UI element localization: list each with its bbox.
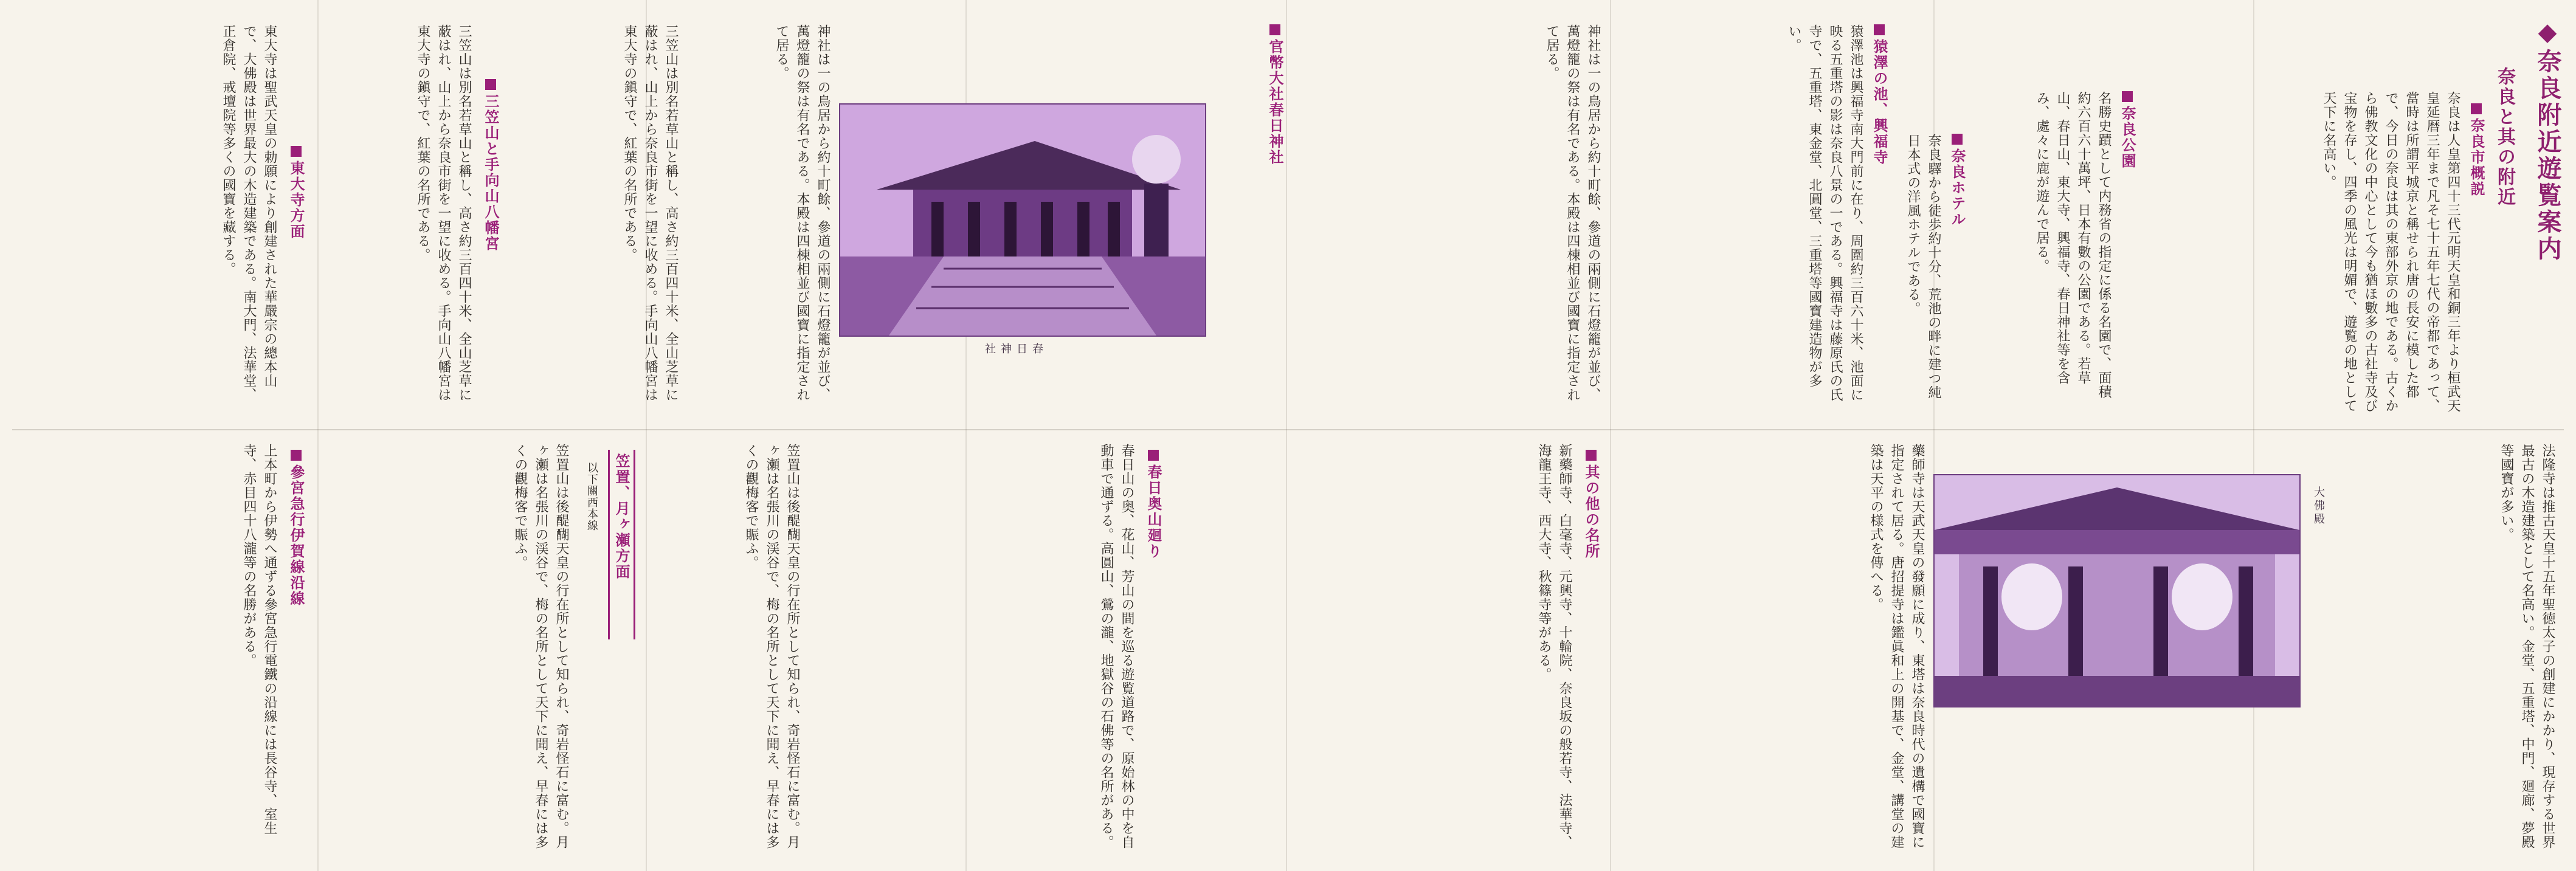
text-horyuji: [2375, 444, 2558, 857]
heading-sangu: [286, 450, 307, 681]
horizontal-divider: [12, 429, 2564, 430]
heading-nara-hotel: [1947, 134, 1968, 292]
paragraph: 春日山の奥、花山、芳山の間を巡る遊覧道路で、原始林の中を自動車で通ずる。高圓山、鶯の瀧、地獄谷の石佛等の名所がある。: [1099, 444, 1134, 849]
heading-kasuga-text: 官幣大社春日神社: [1266, 39, 1283, 165]
square-bullet-icon: [1952, 134, 1963, 145]
heading-nara-park: [2117, 91, 2138, 249]
text-nara-park: [1974, 91, 2114, 407]
heading-kasagi: [608, 450, 635, 639]
caption-text: 社神日春: [985, 343, 1048, 356]
paragraph: 東大寺は聖武天皇の勅願により創建された華嚴宗の總本山で、大佛殿は世界最大の木造建築である。南大門、法華堂、正倉院、戒壇院等多くの國寶を藏する。: [221, 24, 277, 402]
note-kasagi: [578, 462, 602, 584]
heading-kasuga-okuyama: [1143, 450, 1164, 608]
square-bullet-icon: [2122, 91, 2133, 102]
fold-line: [1286, 0, 1287, 871]
main-title-text: 奈良附近遊覧案内: [2533, 49, 2561, 263]
heading-nara-hotel-text: 奈良ホテル: [1949, 148, 1966, 227]
shrine-illustration: [840, 105, 1205, 336]
photo-kasuga-shrine: [839, 103, 1206, 337]
paragraph: 名勝史蹟として内務省の指定に係る名園で、面積約六百六十萬坪、日本有數の公園である。若草山、春日山、東大寺、興福寺、春日神社等を含み、處々に鹿が遊んで居る。: [2034, 91, 2112, 399]
subtitle-text: 奈良と其の附近: [2494, 67, 2515, 207]
photo-caption-kasuga: [985, 340, 1048, 356]
square-bullet-icon: [1148, 450, 1159, 461]
text-sangu: [18, 444, 280, 857]
paragraph: 猿澤池は興福寺南大門前に在り、周圍約三百六十米、池面に映る五重塔の影は奈良八景の一である。興福寺は藤原氏の氏寺で、五重塔、東金堂、北圓堂、三重塔等國寶建造物が多い。: [1786, 24, 1863, 402]
photo-caption-daibutsu: [2310, 486, 2326, 644]
paragraph: 三笠山は別名若草山と稱し、高さ約三百四十米、全山芝草に蔽はれ、山上から奈良市街を一望に收める。手向山八幡宮は東大寺の鎭守で、紅葉の名所である。: [415, 24, 472, 402]
square-bullet-icon: [291, 146, 302, 157]
heading-mikasa-text: 三笠山と手向山八幡宮: [482, 94, 499, 252]
heading-others-text: 其の他の名所: [1583, 464, 1600, 559]
heading-nara-park-text: 奈良公園: [2119, 106, 2136, 169]
text-nara-overview: [2147, 91, 2463, 413]
heading-nara-overview: [2466, 103, 2487, 286]
diamond-icon: ◆: [2533, 18, 2561, 49]
paragraph: 法隆寺は推古天皇十五年聖徳太子の創建にかかり、現存する世界最古の木造建築として名高い。金堂、五重塔、中門、廻廊、夢殿等國寶が多い。: [2499, 444, 2555, 849]
paragraph: 神社は一の鳥居から約十町餘、參道の兩側に石燈籠が並び、萬燈籠の祭は有名である。本殿は四棟相並び國寶に指定されて居る。: [774, 24, 830, 402]
text-kasagi: [340, 444, 571, 857]
heading-todaiji-text: 東大寺方面: [288, 160, 305, 239]
square-bullet-icon: [291, 450, 302, 461]
heading-kasuga-okuyama-text: 春日奥山廻り: [1145, 464, 1162, 559]
text-kasuga-detail: [687, 24, 833, 413]
fold-line: [317, 0, 319, 871]
caption-text: 大佛殿: [2312, 486, 2325, 526]
heading-kasuga: [1265, 24, 1286, 219]
text-mikasa-2: [505, 24, 681, 413]
text-nara-hotel: [1895, 134, 1944, 407]
photo-daibutsu-hall: [1933, 474, 2301, 707]
square-bullet-icon: [485, 79, 496, 90]
heading-kasagi-text: 笠置、月ヶ瀬方面: [613, 453, 630, 580]
heading-mikasa: [480, 79, 502, 274]
heading-nara-overview-text: 奈良市概説: [2468, 118, 2485, 197]
paragraph: 新藥師寺、白毫寺、元興寺、十輪院、奈良坂の般若寺、法華寺、海龍王寺、西大寺、秋篠寺等がある。: [1536, 444, 1572, 849]
square-bullet-icon: [1269, 24, 1280, 35]
text-others: [1295, 444, 1575, 857]
heading-sangu-text: 參宮急行伊賀線沿線: [288, 464, 305, 607]
text-kasagi-2: [644, 444, 803, 857]
paragraph: 奈良驛から徒歩約十分、荒池の畔に建つ純日本式の洋風ホテルである。: [1905, 134, 1941, 399]
paragraph: 笠置山は後醍醐天皇の行在所として知られ、奇岩怪石に富む。月ヶ瀬は名張川の渓谷で、梅の名所として天下に聞え、早春には多くの觀梅客で賑ふ。: [513, 444, 569, 849]
paragraph: 奈良は人皇第四十三代元明天皇和銅三年より桓武天皇延暦三年まで凡そ七十五年七代の帝都であって、當時は所謂平城京と稱せられ唐の長安に模した都で、今日の奈良は其の東部外京の地である。古くから佛教文化の中心として今も猶ほ數多の古社寺及び宝物を存し、四季の風光は明媚で、遊覧の地として天下に名高い。: [2321, 91, 2460, 413]
heading-sarusawa: [1869, 24, 1890, 207]
square-bullet-icon: [2471, 103, 2482, 114]
main-title: [2530, 18, 2565, 407]
paragraph: 笠置山は後醍醐天皇の行在所として知られ、奇岩怪石に富む。月ヶ瀬は名張川の渓谷で、梅の名所として天下に聞え、早春には多くの觀梅客で賑ふ。: [744, 444, 800, 849]
text-mikasa: [328, 24, 474, 413]
heading-sarusawa-text: 猿澤の池、興福寺: [1871, 39, 1888, 165]
paragraph: 藥師寺は天武天皇の發願に成り、東塔は奈良時代の遺構で國寶に指定されて居る。唐招提寺は鑑眞和上の開基で、金堂、講堂の建築は天平の様式を傳へる。: [1868, 444, 1925, 849]
paragraph: 神社は一の鳥居から約十町餘、參道の兩側に石燈籠が並び、萬燈籠の祭は有名である。本殿は四棟相並び國寶に指定されて居る。: [1544, 24, 1601, 402]
heading-others: [1581, 450, 1602, 608]
text-todaiji: [18, 24, 280, 413]
temple-illustration: [1935, 475, 2299, 706]
subtitle: [2491, 67, 2518, 286]
square-bullet-icon: [1874, 24, 1885, 35]
heading-todaiji: [286, 146, 307, 292]
text-sarusawa: [1611, 24, 1866, 413]
text-kasuga-okuyama: [809, 444, 1137, 857]
square-bullet-icon: [1586, 450, 1597, 461]
fold-line: [1933, 0, 1935, 871]
paragraph: 三笠山は別名若草山と稱し、高さ約三百四十米、全山芝草に蔽はれ、山上から奈良市街を一望に收める。手向山八幡宮は東大寺の鎭守で、紅葉の名所である。: [622, 24, 679, 402]
text-kasuga-list: [1403, 24, 1603, 413]
text-yakushiji: [1617, 444, 1927, 857]
paragraph: 上本町から伊勢へ通ずる參宮急行電鐵の沿線には長谷寺、室生寺、赤目四十八瀧等の名勝がある。: [241, 444, 277, 835]
note-text: 以下關西本線: [585, 462, 598, 531]
